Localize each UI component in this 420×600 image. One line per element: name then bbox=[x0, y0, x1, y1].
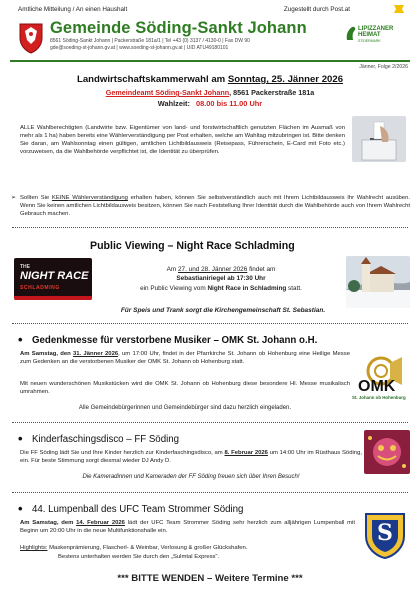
viewing-line3-bold: Night Race in Schladming bbox=[207, 284, 287, 292]
bullet-icon: • bbox=[18, 501, 23, 516]
logo-stripe bbox=[14, 296, 92, 300]
ball-p1-start: Am Samstag, dem bbox=[20, 520, 77, 526]
night-race-logo bbox=[14, 258, 92, 300]
contact-line: gde@soeding-st-johann.gv.at | www.soeding-st-johann.gv.at | UID ATU49180101 bbox=[50, 45, 229, 51]
omk-paragraph2: Mit neuen wunderschönen Musikstücken wird die OMK St. Johann ob Hohenburg diese besondere Hl. Messe musikalisch umrahmen. bbox=[20, 381, 350, 396]
viewing-date: 27. und 28. Jänner 2026 bbox=[178, 266, 248, 273]
header-divider bbox=[10, 60, 410, 62]
election-title bbox=[0, 74, 420, 86]
carnival-image bbox=[364, 430, 410, 474]
ball-title: 44. Lumpenball des UFC Team Strommer Söding bbox=[32, 504, 244, 515]
election-time-value: 08.00 bis 11.00 Uhr bbox=[196, 99, 263, 108]
highlights-label: Highlights: bbox=[20, 545, 48, 551]
omk-p1-start: Am Samstag, den bbox=[20, 351, 73, 357]
omk-logo-text: OMK bbox=[358, 378, 396, 395]
viewing-line2: Sebastianiriegel ab 17:30 Uhr bbox=[176, 275, 266, 283]
viewing-text bbox=[96, 265, 346, 293]
page-title: Gemeinde Söding-Sankt Johann bbox=[50, 19, 307, 37]
footer-note: *** BITTE WENDEN – Weitere Termine *** bbox=[117, 573, 303, 584]
election-note bbox=[11, 194, 411, 218]
logo-text bbox=[358, 26, 393, 39]
omk-paragraph1 bbox=[20, 350, 350, 366]
church-image bbox=[346, 256, 410, 308]
viewing-line1 bbox=[96, 265, 346, 274]
logo-the: THE bbox=[20, 264, 30, 270]
viewing-line3 bbox=[96, 284, 346, 293]
disco-p1-start: Die FF Söding lädt Sie und Ihre Kinder herzlich zur Kinderfaschingsdisco, am bbox=[20, 450, 225, 456]
election-title-text: Landwirtschaftskammerwahl am bbox=[76, 74, 228, 85]
logo-night-race: NIGHT RACE bbox=[20, 270, 89, 282]
omk-logo bbox=[350, 355, 412, 403]
section-divider bbox=[12, 227, 408, 228]
issue-number: Jänner, Folge 2/2026 bbox=[359, 64, 408, 70]
election-date: Sonntag, 25. Jänner 2026 bbox=[227, 74, 344, 85]
coat-of-arms-icon bbox=[18, 22, 44, 54]
ballot-image bbox=[352, 116, 406, 162]
logo-line2: HEIMAT bbox=[358, 32, 381, 39]
logo-subtext: STEIERMARK bbox=[358, 39, 381, 43]
omk-invitation: Alle Gemeindebürgerinnen und Gemeindebürger sind dazu herzlich eingeladen. bbox=[78, 405, 292, 411]
omk-date: 31. Jänner 2026 bbox=[72, 351, 119, 357]
election-time-label: Wahlzeit: bbox=[157, 99, 190, 108]
ball-date: 14. Februar 2026 bbox=[76, 520, 125, 526]
logo-line1: LIPIZZANER bbox=[358, 26, 394, 32]
post-logo-icon bbox=[392, 3, 406, 15]
election-place bbox=[0, 88, 420, 97]
disco-paragraph1 bbox=[20, 449, 362, 465]
ball-paragraph bbox=[20, 519, 355, 535]
ball-highlights bbox=[20, 544, 360, 552]
viewing-catering: Für Speis und Trank sorgt die Kirchengemeinschaft St. Sebastian. bbox=[120, 307, 326, 314]
bullet-icon: • bbox=[18, 332, 23, 347]
highlights-text: Maskenprämierung, Flascherl- & Weinbar, Verlosung & großer Glückshafen. bbox=[47, 545, 248, 551]
lipizzaner-logo bbox=[344, 20, 404, 48]
disco-closing: Die Kameradinnen und Kameraden der FF Söding freuen sich über Ihren Besuch! bbox=[82, 474, 300, 480]
horse-icon bbox=[344, 24, 357, 42]
ball-entertainment: Bestens unterhalten werden Sie durch den „Sulmtal Express“. bbox=[58, 554, 220, 560]
election-note-start: Sollten Sie bbox=[20, 195, 52, 201]
address-line: 8561 Söding-Sankt Johann | Packerstraße 181a/1 | Tel +43 (0) 3137 / 4130-0 | Fax DW 90 bbox=[50, 38, 250, 44]
viewing-line1-start: Am bbox=[166, 266, 178, 273]
delivery-notice: Zugestellt durch Post.at bbox=[283, 6, 350, 13]
notice-line bbox=[18, 6, 410, 14]
omk-p1-rest: , um 17:00 Uhr, findet in der Pfarrkirche St. Johann ob Hohenburg eine Heilige Messe zum Gedenken an die verstorbenen Musiker der OMK St. Johann ob Hohenburg statt. bbox=[20, 351, 350, 366]
club-badge-letter: S bbox=[377, 520, 393, 546]
header-address bbox=[50, 38, 320, 52]
viewing-line3-end: statt. bbox=[286, 284, 302, 292]
election-note-rest: erhalten haben, können Sie selbstverständlich auch mit Ihrem Lichtbildausweis Ihr Wahlrecht ausüben. Wenn Sie keinen amtlichen Lichtbildausweis besitzen, können Sie nach Feststellung Ihrer Identität durch die Wahlbehörde auch von Ihrem Wahlrecht Gebrauch machen. bbox=[20, 195, 411, 218]
arrow-icon: ➢ bbox=[11, 195, 16, 201]
ball-p1-rest: lädt der UFC Team Strommer Söding sehr herzlich zum alljährigen Lumpenball mit Beginn um 20:00 Uhr in die neue Multifunktionshalle ein. bbox=[20, 520, 355, 535]
bullet-icon: • bbox=[18, 431, 23, 446]
section-divider bbox=[12, 323, 408, 324]
election-place-address: , 8561 Packerstraße 181a bbox=[229, 88, 315, 97]
disco-title: Kinderfaschingsdisco – FF Söding bbox=[32, 434, 180, 445]
election-time bbox=[0, 99, 420, 108]
viewing-line3-start: ein Public Viewing vom bbox=[140, 284, 208, 292]
election-place-link[interactable]: Gemeindeamt Söding-Sankt Johann bbox=[105, 88, 230, 97]
official-notice: Amtliche Mitteilung / An einen Haushalt bbox=[18, 6, 128, 13]
logo-schladming: SCHLADMING bbox=[20, 285, 60, 291]
disco-date: 8. Februar 2026 bbox=[224, 450, 268, 456]
section-divider bbox=[12, 492, 408, 493]
election-body: ALLE Wahlberechtigten (Landwirte bzw. Eigentümer von land- und forstwirtschaftlich genutzten Flächen im Ausmaß von mehr als 1 ha) haben bereits eine Wählerverständigung per Post erhalten, welche am Wahltag mitzubringen ist. Bitte denken Sie daran, am Wahlsonntag einen gültigen, amtlichen Lichtbildausweis (Reisepass, Führerschein, E-Card mit Foto etc.) vorzuweisen, da die Wahlbehörde verpflichtet ist, die Identität zu überprüfen. bbox=[20, 125, 345, 156]
viewing-title: Public Viewing – Night Race Schladming bbox=[90, 240, 295, 252]
viewing-line1-end: findet am bbox=[247, 266, 276, 273]
election-note-underlined: KEINE Wählerverständigung bbox=[51, 195, 128, 201]
omk-title: Gedenkmesse für verstorbene Musiker – OMK St. Johann o.H. bbox=[32, 335, 318, 346]
omk-logo-sub: St. Johann ob Hohenburg bbox=[352, 395, 406, 400]
disco-p1-rest: um 14:00 Uhr im Rüsthaus Söding, ein. Für beste Stimmung sorgt diesmal wieder DJ Andy D. bbox=[20, 450, 362, 465]
section-divider bbox=[12, 422, 408, 423]
